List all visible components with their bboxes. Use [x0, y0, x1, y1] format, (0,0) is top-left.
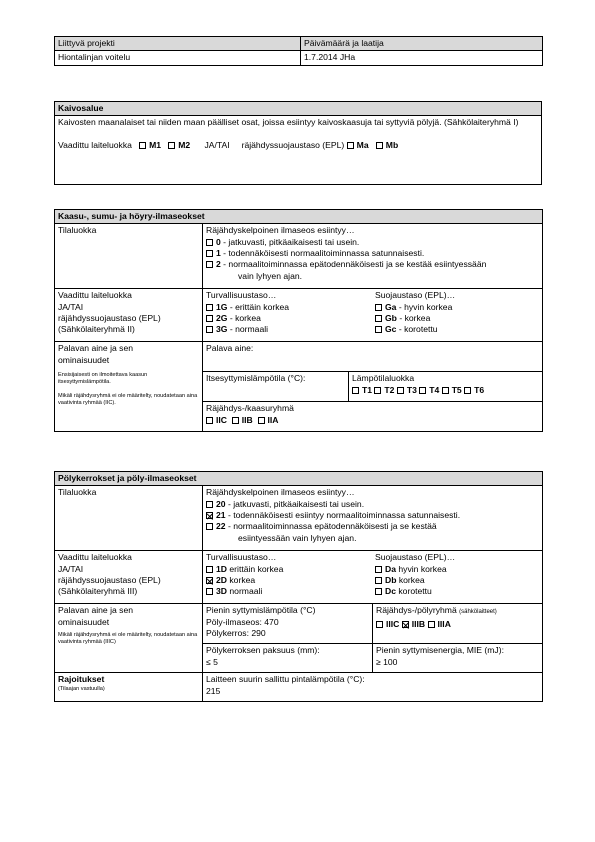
- zone0-checkbox[interactable]: [206, 239, 213, 246]
- iib-label: IIB: [241, 414, 253, 425]
- t1-label: T1: [362, 384, 373, 395]
- gas-req-line4: (Sähkölaiteryhmä II): [58, 324, 135, 335]
- dust-mie-label: Pienin syttymisenergia, MIE (mJ):: [376, 645, 504, 656]
- zone0-text: - jatkuvasti, pitkäaikaisesti tai usein.: [220, 236, 360, 247]
- zone21-option: [206, 510, 539, 521]
- mb-checkbox[interactable]: [376, 142, 383, 149]
- ma-checkbox[interactable]: [347, 142, 354, 149]
- 1g-option: [206, 302, 369, 313]
- gas-group-label: Räjähdys-/kaasuryhmä: [206, 403, 294, 414]
- iiia-label: IIIA: [437, 619, 451, 630]
- gas-safety-level: [203, 289, 372, 336]
- dust-group-field: [373, 604, 543, 644]
- zone1-text: - todennäköisesti normaalitoiminnassa satunnaisesti.: [220, 248, 425, 259]
- zone0-option: [206, 237, 539, 248]
- mine-requirements: [58, 140, 538, 151]
- project-value: Hiontalinjan voitelu: [55, 51, 301, 65]
- t1-checkbox[interactable]: [352, 387, 359, 394]
- gas-zone-label: Tilaluokka: [55, 224, 203, 289]
- gas-zone-intro: Räjähdyskelpoinen ilmaseos esiintyy…: [206, 225, 355, 236]
- m1-label: M1: [149, 139, 162, 150]
- dust-requirements-label: [55, 551, 203, 604]
- gas-epl-label: Suojaustaso (EPL)…: [375, 290, 456, 301]
- dust-thickness-label: Pölykerroksen paksuus (mm):: [206, 645, 320, 656]
- gb-num: Gb: [385, 313, 397, 324]
- db-checkbox[interactable]: [375, 577, 382, 584]
- dc-num: Dc: [385, 586, 396, 597]
- 3d-option: [206, 586, 369, 597]
- iia-checkbox[interactable]: [258, 417, 265, 424]
- ga-checkbox[interactable]: [375, 304, 382, 311]
- gas-autoignition-label: Itsesyttymislämpötila (°C):: [206, 373, 306, 384]
- t5-checkbox[interactable]: [442, 387, 449, 394]
- zone21-text: - todennäköisesti esiintyy normaalitoiminnassa satunnaisesti.: [225, 510, 461, 521]
- dust-cloud-temp: Pöly-ilmaseos: 470: [206, 616, 279, 627]
- mb-label: Mb: [385, 139, 399, 150]
- dust-safety-label: Turvallisuustaso…: [206, 552, 277, 563]
- 1d-checkbox[interactable]: [206, 566, 213, 573]
- gb-text: - korkea: [396, 313, 431, 324]
- zone2-num: 2: [216, 259, 221, 270]
- gas-epl-level: [372, 289, 458, 336]
- dust-zone-options: [203, 486, 543, 551]
- zone1-num: 1: [216, 248, 221, 259]
- dust-layer-thickness: [203, 644, 373, 673]
- gc-text: - korotettu: [396, 324, 438, 335]
- dust-epl-level: [372, 551, 458, 598]
- gas-substance-label: [55, 342, 203, 432]
- gas-temp-class: [349, 372, 543, 402]
- ma-label: Ma: [356, 139, 369, 150]
- 2g-text: - korkea: [227, 313, 261, 324]
- m2-label: M2: [178, 139, 191, 150]
- zone20-num: 20: [216, 498, 226, 509]
- iia-label: IIA: [267, 414, 279, 425]
- dust-group-options: [376, 619, 539, 630]
- 3d-checkbox[interactable]: [206, 588, 213, 595]
- t2-checkbox[interactable]: [374, 387, 381, 394]
- zone1-option: [206, 248, 539, 259]
- gas-safety-label: Turvallisuustaso…: [206, 290, 277, 301]
- gas-req-line3: räjähdyssuojaustaso (EPL): [58, 313, 161, 324]
- da-checkbox[interactable]: [375, 566, 382, 573]
- dust-epl-label: Suojaustaso (EPL)…: [375, 552, 456, 563]
- zone22-text: - normaalitoiminnassa epätodennäköisesti ja se kestää: [225, 521, 437, 532]
- zone20-checkbox[interactable]: [206, 501, 213, 508]
- project-header: Liittyvä projekti: [55, 37, 301, 51]
- iic-checkbox[interactable]: [206, 417, 213, 424]
- dust-layer-temp: Pölykerros: 290: [206, 628, 266, 639]
- m1-checkbox[interactable]: [139, 142, 146, 149]
- iiic-checkbox[interactable]: [376, 621, 383, 628]
- gas-requirements-label: [55, 289, 203, 342]
- date-author-value: 1.7.2014 JHa: [301, 51, 543, 65]
- dust-requirements-options: [203, 551, 543, 604]
- 1g-checkbox[interactable]: [206, 304, 213, 311]
- gas-substance-line2: ominaisuudet: [58, 354, 110, 365]
- 2g-checkbox[interactable]: [206, 315, 213, 322]
- gc-option: [375, 324, 455, 335]
- gb-checkbox[interactable]: [375, 315, 382, 322]
- dust-substance-line1: Palavan aine ja sen: [58, 605, 134, 616]
- db-option: [375, 575, 455, 586]
- mine-epl-label: räjähdyssuojaustaso (EPL): [241, 139, 345, 150]
- gas-substance-field[interactable]: [203, 342, 543, 372]
- zone0-num: 0: [216, 236, 221, 247]
- dust-mie: [373, 644, 543, 673]
- t4-label: T4: [429, 384, 440, 395]
- 3g-num: 3G: [216, 324, 228, 335]
- gas-requirements-options: [203, 289, 543, 342]
- 2d-option: [206, 575, 369, 586]
- iic-label: IIC: [216, 414, 227, 425]
- gc-num: Gc: [385, 324, 397, 335]
- surface-temp-value: 215: [206, 685, 221, 696]
- gas-temp-class-label: Lämpötilaluokka: [352, 373, 415, 384]
- gas-substance-field-label: Palava aine:: [206, 343, 254, 354]
- 1d-option: [206, 564, 369, 575]
- 2d-text: korkea: [227, 575, 256, 586]
- zone20-text: - jatkuvasti, pitkäaikaisesti tai usein.: [225, 498, 365, 509]
- t2-label: T2: [384, 384, 395, 395]
- surface-temp-field: [203, 673, 543, 702]
- surface-temp-label: Laitteen suurin sallittu pintalämpötila (°C):: [206, 674, 365, 685]
- gas-title: Kaasu-, sumu- ja höyry-ilmaseokset: [55, 210, 543, 224]
- gas-substance-line1: Palavan aine ja sen: [58, 343, 134, 354]
- gas-note2: Mikäli räjähdysryhmä ei ole määritelty, noudatetaan aina vaativinta ryhmää (IIC).: [58, 392, 198, 406]
- 3d-text: normaali: [227, 586, 263, 597]
- gas-group-options: [206, 415, 539, 426]
- da-text: hyvin korkea: [396, 563, 447, 574]
- dust-section: [54, 471, 543, 702]
- mine-description: Kaivosten maanalaiset tai niiden maan päälliset osat, joissa esiintyy kaivoskaasuja tai syttyviä pölyjä. (Sähkölaiteryhmä I): [58, 117, 519, 128]
- dust-group-heading: [376, 605, 539, 617]
- dust-req-line1: Vaadittu laiteluokka: [58, 552, 132, 563]
- gas-req-line1: Vaadittu laiteluokka: [58, 290, 132, 301]
- gas-note1: Ensisijaisesti on ilmoitettava kaasun itsesyttymislämpötila.: [58, 372, 148, 386]
- gb-option: [375, 313, 455, 324]
- zone21-checkbox-checked[interactable]: [206, 512, 213, 519]
- da-num: Da: [385, 563, 396, 574]
- restrictions-label: [55, 673, 203, 702]
- 2d-checkbox-checked[interactable]: [206, 577, 213, 584]
- date-author-header: Päivämäärä ja laatija: [301, 37, 543, 51]
- 3d-num: 3D: [216, 586, 227, 597]
- gas-req-line2: JA/TAI: [58, 301, 84, 312]
- mine-required-label: Vaadittu laiteluokka: [58, 139, 132, 150]
- dust-safety-level: [203, 551, 372, 598]
- zone1-checkbox[interactable]: [206, 250, 213, 257]
- zone22-num: 22: [216, 521, 226, 532]
- temp-class-options: [352, 385, 539, 396]
- da-option: [375, 564, 455, 575]
- zone2-option: [206, 259, 539, 270]
- dust-ignition-temp: [203, 604, 373, 644]
- zone22-checkbox[interactable]: [206, 523, 213, 530]
- ga-num: Ga: [385, 301, 397, 312]
- iib-checkbox[interactable]: [232, 417, 239, 424]
- 3g-checkbox[interactable]: [206, 326, 213, 333]
- dc-option: [375, 586, 455, 597]
- dust-req-line2: JA/TAI: [58, 563, 84, 574]
- mine-or-label: JA/TAI: [204, 139, 230, 150]
- dust-substance-line2: ominaisuudet: [58, 616, 110, 627]
- t6-checkbox[interactable]: [464, 387, 471, 394]
- mine-title: Kaivosalue: [55, 102, 542, 116]
- zone20-option: [206, 499, 539, 510]
- t3-label: T3: [406, 384, 417, 395]
- dust-title: Pölykerrokset ja pöly-ilmaseokset: [55, 472, 543, 486]
- t6-label: T6: [474, 384, 485, 395]
- 1g-num: 1G: [216, 301, 228, 312]
- iiic-label: IIIC: [386, 619, 400, 630]
- 2g-option: [206, 313, 369, 324]
- dust-thickness-value: ≤ 5: [206, 656, 218, 667]
- t4-checkbox[interactable]: [419, 387, 426, 394]
- iiib-checkbox-checked[interactable]: [402, 621, 409, 628]
- dust-zone-intro: Räjähdyskelpoinen ilmaseos esiintyy…: [206, 487, 355, 498]
- 1d-text: erittäin korkea: [227, 563, 284, 574]
- dc-text: korotettu: [396, 586, 432, 597]
- zone22-text-cont: esiintyessään vain lyhyen ajan.: [238, 532, 357, 543]
- mine-section: [54, 101, 542, 185]
- t3-checkbox[interactable]: [397, 387, 404, 394]
- dust-group-label: Räjähdys-/pölyryhmä: [376, 605, 457, 616]
- ga-text: - hyvin korkea: [396, 301, 453, 312]
- zone2-text: - normaalitoiminnassa epätodennäköisesti ja se kestää esiintyessään: [220, 259, 487, 270]
- iiia-checkbox[interactable]: [428, 621, 435, 628]
- dust-req-line4: (Sähkölaiteryhmä III): [58, 586, 138, 597]
- 2d-num: 2D: [216, 575, 227, 586]
- dust-group-small: (sähkölaitteet): [459, 609, 497, 616]
- m2-checkbox[interactable]: [168, 142, 175, 149]
- restrictions-title: Rajoitukset: [58, 674, 105, 685]
- gas-autoignition-field[interactable]: [203, 372, 349, 402]
- zone21-num: 21: [216, 510, 226, 521]
- project-table: [54, 36, 543, 66]
- gas-section: [54, 209, 543, 432]
- iiib-label: IIIB: [411, 619, 426, 630]
- 1d-num: 1D: [216, 563, 227, 574]
- restrictions-small: (Tilaajan vastuulla): [58, 685, 105, 692]
- db-text: korkea: [396, 575, 425, 586]
- 3g-option: [206, 324, 369, 335]
- gc-checkbox[interactable]: [375, 326, 382, 333]
- dust-zone-label: Tilaluokka: [55, 486, 203, 551]
- dust-mie-value: ≥ 100: [376, 656, 398, 667]
- dc-checkbox[interactable]: [375, 588, 382, 595]
- zone2-text-cont: vain lyhyen ajan.: [238, 270, 303, 281]
- zone22-option: [206, 521, 539, 532]
- 2g-num: 2G: [216, 313, 228, 324]
- dust-req-line3: räjähdyssuojaustaso (EPL): [58, 575, 161, 586]
- dust-note: Mikäli räjähdysryhmä ei ole määritelty, noudatetaan aina vaativinta ryhmää (IIIC): [58, 632, 198, 646]
- ga-option: [375, 302, 455, 313]
- t5-label: T5: [451, 384, 462, 395]
- gas-group-field: [203, 402, 543, 432]
- 3g-text: - normaali: [227, 324, 269, 335]
- 1g-text: - erittäin korkea: [227, 301, 290, 312]
- dust-ignition-temp-label: Pienin syttymislämpötila (°C): [206, 605, 316, 616]
- dust-substance-label: [55, 604, 203, 673]
- gas-zone-options: [203, 224, 543, 289]
- zone2-checkbox[interactable]: [206, 261, 213, 268]
- mine-body: [55, 116, 542, 185]
- db-num: Db: [385, 575, 397, 586]
